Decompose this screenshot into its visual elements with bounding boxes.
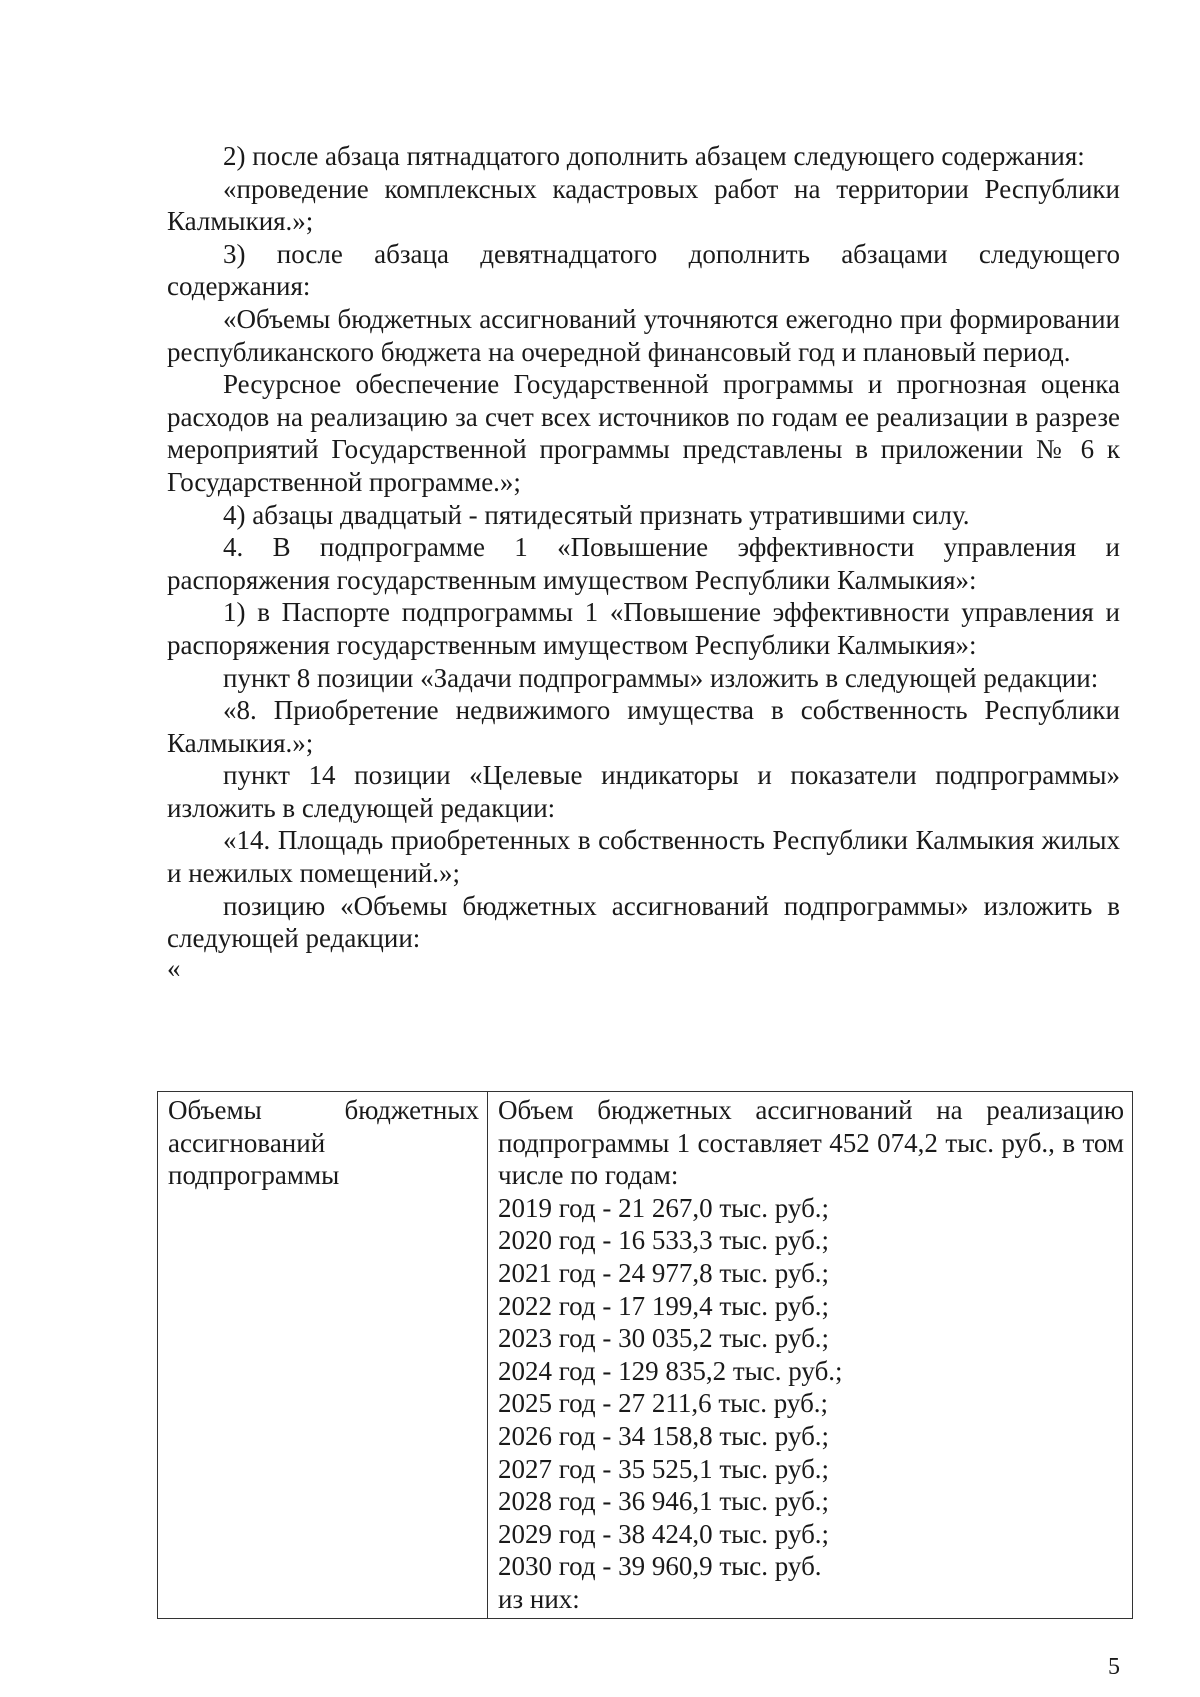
budget-allocations-table xyxy=(157,1091,1133,1619)
budget-year-line: 2019 год - 21 267,0 тыс. руб.; xyxy=(498,1192,830,1223)
paragraph-resource-support: Ресурсное обеспечение Государственной программы и прогнозная оценка расходов на реализацию за счет всех источников по годам ее реализации в разрезе мероприятий Государственной программы представлены в приложении № 6 к Государственной программе.»; xyxy=(167,369,1120,497)
budget-year-line: 2024 год - 129 835,2 тыс. руб.; xyxy=(498,1355,843,1386)
budget-year-line: 2029 год - 38 424,0 тыс. руб.; xyxy=(498,1518,830,1549)
budget-year-line: 2028 год - 36 946,1 тыс. руб.; xyxy=(498,1486,830,1517)
paragraph-item-14: пункт 14 позиции «Целевые индикаторы и показатели подпрограммы» изложить в следующей редакции: xyxy=(167,760,1120,823)
opening-quote-mark: « xyxy=(167,952,181,983)
paragraph-quote-cadastral: «проведение комплексных кадастровых работ на территории Республики Калмыкия.»; xyxy=(167,173,1120,237)
paragraph-amendment-4: 4) абзацы двадцатый - пятидесятый признать утратившими силу. xyxy=(223,499,970,530)
budget-year-line: 2023 год - 30 035,2 тыс. руб.; xyxy=(498,1323,830,1354)
paragraph-budget-volumes: «Объемы бюджетных ассигнований уточняются ежегодно при формировании республиканского бюджета на очередной финансовый год и плановый период. xyxy=(167,303,1120,367)
budget-tail-text: из них: xyxy=(498,1583,580,1614)
document-body xyxy=(167,140,1120,981)
budget-year-line: 2020 год - 16 533,3 тыс. руб.; xyxy=(498,1225,830,1256)
budget-year-line: 2027 год - 35 525,1 тыс. руб.; xyxy=(498,1453,830,1484)
page-number: 5 xyxy=(1108,1654,1120,1680)
paragraph-passport: 1) в Паспорте подпрограммы 1 «Повышение эффективности управления и распоряжения государственным имуществом Республики Калмыкия»: xyxy=(167,597,1120,660)
paragraph-amendment-3: 3) после абзаца девятнадцатого дополнить абзацами следующего содержания: xyxy=(167,238,1120,302)
paragraph-amendment-2: 2) после абзаца пятнадцатого дополнить абзацем следующего содержания: xyxy=(223,141,1085,171)
budget-year-line: 2021 год - 24 977,8 тыс. руб.; xyxy=(498,1257,830,1288)
budget-year-line: 2026 год - 34 158,8 тыс. руб.; xyxy=(498,1420,830,1451)
paragraph-quote-item-8: «8. Приобретение недвижимого имущества в собственность Республики Калмыкия.»; xyxy=(167,695,1120,758)
table-row xyxy=(158,1092,1133,1619)
paragraph-item-8: пункт 8 позиции «Задачи подпрограммы» изложить в следующей редакции: xyxy=(223,662,1099,693)
paragraph-budget-position: позицию «Объемы бюджетных ассигнований подпрограммы» изложить в следующей редакции: xyxy=(167,890,1120,954)
paragraph-quote-item-14: «14. Площадь приобретенных в собственность Республики Калмыкия жилых и нежилых помещений.»; xyxy=(167,825,1120,889)
budget-year-line: 2025 год - 27 211,6 тыс. руб.; xyxy=(498,1388,829,1419)
budget-intro-text: Объем бюджетных ассигнований на реализацию подпрограммы 1 составляет 452 074,2 тыс. руб., в том числе по годам: xyxy=(498,1095,1124,1191)
budget-year-line: 2030 год - 39 960,9 тыс. руб. xyxy=(498,1551,822,1582)
table-cell-label: Объемы бюджетных ассигнований подпрограммы xyxy=(158,1092,488,1619)
table-cell-values xyxy=(488,1092,1133,1619)
budget-year-line: 2022 год - 17 199,4 тыс. руб.; xyxy=(498,1290,830,1321)
paragraph-subprogram-1: 4. В подпрограмме 1 «Повышение эффективности управления и распоряжения государственным имуществом Республики Калмыкия»: xyxy=(167,532,1120,595)
